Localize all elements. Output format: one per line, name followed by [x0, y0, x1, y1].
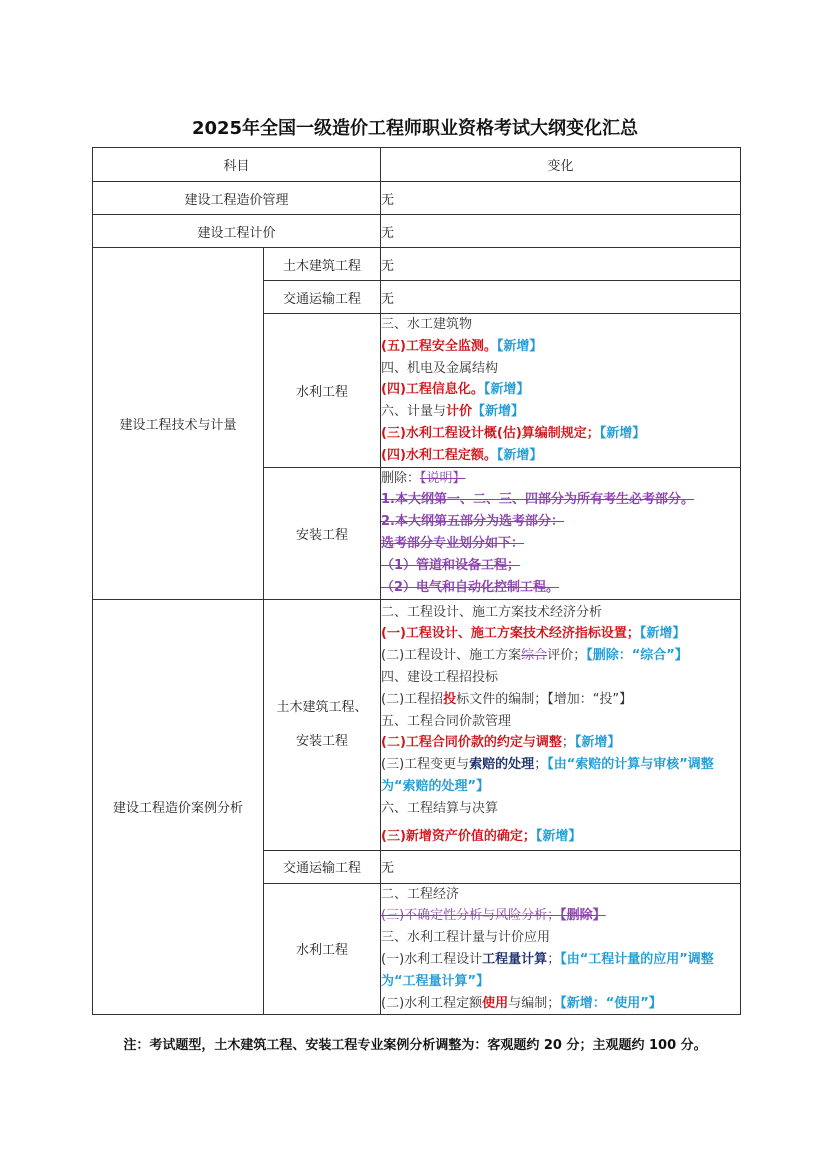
list-item: (二)工程招投标文件的编制；【增加：“投”】: [381, 691, 633, 707]
subject-cell: 建设工程造价案例分析: [93, 599, 264, 1015]
changed-tag: 【由“工程计量的应用”调整为“工程量计算”】: [381, 951, 714, 989]
list-item: 删除：【说明】: [381, 470, 466, 486]
subject-cell: 建设工程技术与计量: [93, 248, 264, 600]
list-item: 三、水利工程计量与计价应用: [381, 930, 551, 946]
added-tag: 【新增】: [535, 828, 582, 844]
list-item: (四)工程信息化。【新增】: [381, 382, 530, 398]
list-item: 四、建设工程招投标: [381, 670, 499, 686]
added-tag: 【新增：“使用”】: [560, 995, 662, 1011]
sub-subject-cell: 土木建筑工程: [264, 248, 381, 281]
change-cell: 无: [381, 248, 741, 281]
table-row: [93, 182, 741, 215]
change-list: [381, 314, 741, 468]
list-item: 六、计量与计价【新增】: [381, 404, 525, 420]
change-cell: 无: [381, 850, 741, 883]
list-item: 2.本大纲第五部分为选考部分：: [381, 514, 564, 530]
header-change: 变化: [381, 148, 741, 182]
subject-cell: 建设工程计价: [93, 215, 381, 248]
change-cell: 无: [381, 215, 741, 248]
deleted-tag: 【删除：“综合”】: [586, 648, 688, 664]
added-tag: 【新增】: [483, 382, 530, 398]
syllabus-change-table: [92, 147, 741, 1015]
added-tag: 【新增】: [496, 338, 543, 354]
list-item: 四、机电及金属结构: [381, 360, 499, 376]
list-item: 二、工程设计、施工方案技术经济分析: [381, 604, 603, 620]
sub-subject-cell: 安装工程: [264, 467, 381, 599]
table-header-row: [93, 148, 741, 182]
list-item: (五)工程安全监测。【新增】: [381, 338, 543, 354]
deleted-tag: 【删除】: [560, 908, 606, 924]
change-cell: 无: [381, 281, 741, 314]
added-tag: 【新增】: [472, 404, 525, 420]
table-row: [93, 599, 741, 850]
change-list: [381, 883, 741, 1015]
list-item: (二)水利工程定额使用与编制；【新增：“使用”】: [381, 995, 662, 1011]
sub-subject-cell: 交通运输工程: [264, 850, 381, 883]
sub-subject-cell: 水利工程: [264, 314, 381, 468]
list-item: 五、工程合同价款管理: [381, 713, 512, 729]
sub-subject-cell: 水利工程: [264, 883, 381, 1015]
list-item: （2）电气和自动化控制工程。: [381, 579, 560, 595]
footnote: 注：考试题型，土木建筑工程、安装工程专业案例分析调整为：客观题约 20 分；主观题约 100 分。: [123, 1038, 707, 1053]
list-item: 二、工程经济: [381, 886, 460, 902]
added-tag: 【新增】: [599, 425, 646, 441]
list-item: （1）管道和设备工程；: [381, 557, 521, 573]
list-item: (三)新增资产价值的确定；【新增】: [381, 828, 582, 844]
list-item: 选考部分专业划分如下：: [381, 536, 525, 552]
table-row: [93, 215, 741, 248]
change-list: [381, 467, 741, 599]
list-item: (一)水利工程设计工程量计算；【由“工程计量的应用”调整为“工程量计算”】: [381, 951, 714, 989]
page-title: 2025年全国一级造价工程师职业资格考试大纲变化汇总: [191, 118, 639, 139]
added-tag: 【新增】: [639, 626, 686, 642]
added-tag: 【新增】: [574, 735, 621, 751]
list-item: (三)工程变更与索赔的处理；【由“索赔的计算与审核”调整为“索赔的处理”】: [381, 757, 714, 795]
list-item: 三、水工建筑物: [381, 317, 473, 332]
change-cell: 无: [381, 182, 741, 215]
header-subject: 科目: [93, 148, 381, 182]
list-item: (二)工程设计、施工方案综合评价；【删除：“综合”】: [381, 648, 688, 664]
added-tag: 【新增】: [496, 447, 543, 463]
list-item: 六、工程结算与决算: [381, 800, 499, 816]
deleted-tag: 【说明】: [420, 470, 466, 486]
list-item: 1.本大纲第一、二、三、四部分为所有考生必考部分。: [381, 492, 694, 508]
changed-tag: 【由“索赔的计算与审核”调整为“索赔的处理”】: [381, 757, 714, 795]
list-item: (三)水利工程设计概(估)算编制规定；【新增】: [381, 425, 646, 441]
list-item: (二)工程合同价款的约定与调整；【新增】: [381, 735, 621, 751]
list-item: (四)水利工程定额。【新增】: [381, 447, 543, 463]
subject-cell: 建设工程造价管理: [93, 182, 381, 215]
sub-subject-cell: 土木建筑工程、 安装工程: [264, 599, 381, 850]
table-row: [93, 248, 741, 281]
list-item: (一)工程设计、施工方案技术经济指标设置；【新增】: [381, 626, 686, 642]
change-list: [381, 599, 741, 850]
sub-subject-cell: 交通运输工程: [264, 281, 381, 314]
list-item: (三)不确定性分析与风险分析；【删除】: [381, 908, 606, 924]
